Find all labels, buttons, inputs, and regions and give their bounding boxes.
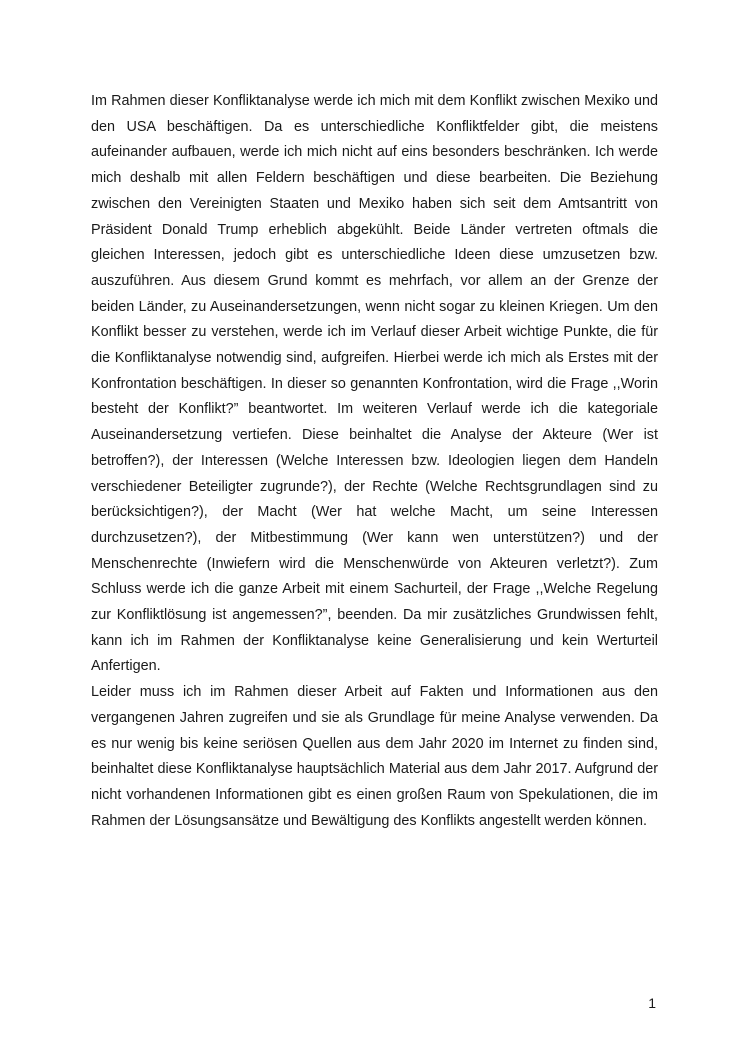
paragraph-introduction: Im Rahmen dieser Konfliktanalyse werde ich mich mit dem Konflikt zwischen Mexiko und den USA beschäftigen. Da es unterschiedliche Konfliktfelder gibt, die meistens aufeinander aufbauen, werde ich mich nicht auf eins besonders beschränken. Ich werde mich deshalb mit allen Feldern beschäftigen und diese bearbeiten. Die Beziehung zwischen den Vereinigten Staaten und Mexiko haben sich seit dem Amtsantritt von Präsident Donald Trump erheblich abgekühlt. Beide Länder vertreten oftmals die gleichen Interessen, jedoch gibt es unterschiedliche Ideen diese umzusetzen bzw. auszuführen. Aus diesem Grund kommt es mehrfach, vor allem an der Grenze der beiden Länder, zu Auseinandersetzungen, wenn nicht sogar zu kleinen Kriegen. Um den Konflikt besser zu verstehen, werde ich im Verlauf dieser Arbeit wichtige Punkte, die für die Konfliktanalyse notwendig sind, aufgreifen. Hierbei werde ich mich als Erstes mit der Konfrontation beschäftigen. In dieser so genannten Konfrontation, wird die Frage ,,Worin besteht der Konflikt?” beantwortet. Im weiteren Verlauf werde ich die kategoriale Auseinandersetzung vertiefen. Diese beinhaltet die Analyse der Akteure (Wer ist betroffen?), der Interessen (Welche Interessen bzw. Ideologien liegen dem Handeln verschiedener Beteiligter zugrunde?), der Rechte (Welche Rechtsgrundlagen sind zu berücksichtigen?), der Macht (Wer hat welche Macht, um seine Interessen durchzusetzen?), der Mitbestimmung (Wer kann wen unterstützen?) und der Menschenrechte (Inwiefern wird die Menschenwürde von Akteuren verletzt?). Zum Schluss werde ich die ganze Arbeit mit einem Sachurteil, der Frage ,,Welche Regelung zur Konfliktlösung ist angemessen?”, beenden. Da mir zusätzliches Grundwissen fehlt, kann ich im Rahmen der Konfliktanalyse keine Generalisierung und kein Werturteil Anfertigen. bbox=[91, 93, 658, 675]
body-text bbox=[91, 89, 658, 834]
paragraph-sources: Leider muss ich im Rahmen dieser Arbeit auf Fakten und Informationen aus den vergangenen Jahren zugreifen und sie als Grundlage für meine Analyse verwenden. Da es nur wenig bis keine seriösen Quellen aus dem Jahr 2020 im Internet zu finden sind, beinhaltet diese Konfliktanalyse hauptsächlich Material aus dem Jahr 2017. Aufgrund der nicht vorhandenen Informationen gibt es einen großen Raum von Spekulationen, die im Rahmen der Lösungsansätze und Bewältigung des Konflikts angestellt werden können. bbox=[91, 684, 658, 829]
page-number: 1 bbox=[648, 995, 656, 1011]
